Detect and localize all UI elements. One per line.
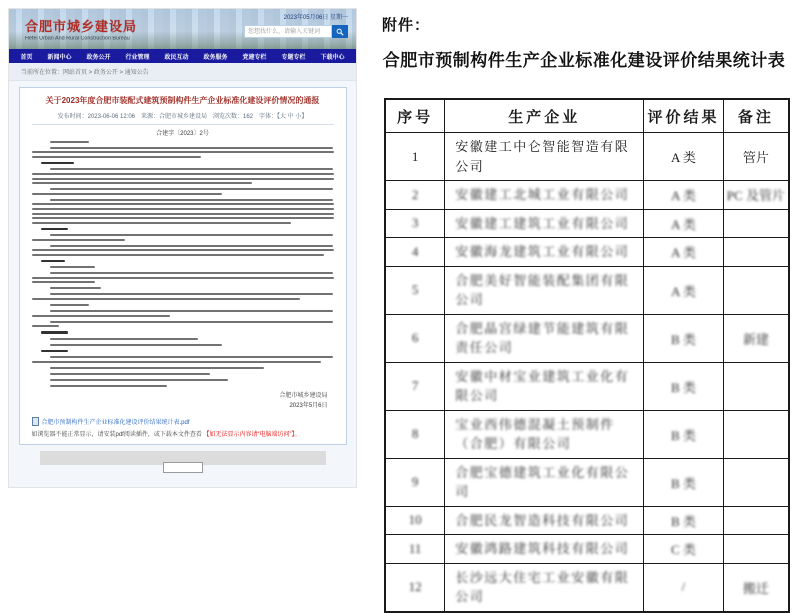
column-header-result: 评价结果 bbox=[644, 99, 724, 133]
body-paragraph bbox=[32, 338, 334, 340]
table-row bbox=[385, 238, 789, 267]
cell-no: 3 bbox=[411, 215, 419, 231]
body-paragraph bbox=[32, 228, 334, 230]
body-paragraph bbox=[32, 234, 334, 241]
site-search bbox=[244, 25, 348, 38]
document-number: 合建字〔2023〕2号 bbox=[156, 130, 209, 137]
breadcrumb-bar bbox=[9, 63, 356, 81]
table-row bbox=[385, 314, 789, 362]
cell-result: A 类 bbox=[670, 216, 696, 232]
cell-no: 4 bbox=[411, 243, 419, 259]
body-paragraph bbox=[32, 356, 334, 363]
table-row bbox=[385, 209, 789, 238]
table-row bbox=[385, 181, 789, 210]
cell-result: A 类 bbox=[670, 245, 696, 261]
cell-result: B 类 bbox=[670, 513, 696, 529]
cell-no: 5 bbox=[411, 282, 419, 297]
table-row bbox=[385, 362, 789, 410]
cell-no: 2 bbox=[411, 186, 419, 202]
nav-item-6[interactable]: 党建专栏 bbox=[242, 54, 267, 61]
body-paragraph bbox=[32, 245, 334, 256]
nav-item-4[interactable]: 政民互动 bbox=[164, 54, 189, 61]
cell-company: 合肥晶宫绿建节能建筑有限责任公司 bbox=[455, 320, 630, 355]
cell-company: 长沙远大住宅工业安徽有限公司 bbox=[455, 569, 630, 604]
search-button[interactable] bbox=[332, 25, 348, 38]
body-paragraph bbox=[32, 287, 334, 289]
cell-company: 安徽建工北城工业有限公司 bbox=[455, 187, 630, 202]
body-paragraph bbox=[32, 141, 334, 143]
cell-remark: 新建 bbox=[742, 331, 769, 347]
nav-item-5[interactable]: 政务服务 bbox=[203, 54, 228, 61]
cell-no: 12 bbox=[408, 579, 422, 594]
column-header-company: 生产企业 bbox=[445, 99, 644, 133]
cell-company: 宝业西伟德混凝土预制件（合肥）有限公司 bbox=[455, 416, 615, 451]
viewer-note-text: 如浏览器不能正常显示，请安装pdf阅读插件，或下载本文件查看 bbox=[31, 432, 202, 438]
cell-no: 1 bbox=[411, 148, 419, 164]
pdf-viewer-toolbar bbox=[40, 451, 326, 465]
cell-company: 安徽海龙建筑工业有限公司 bbox=[455, 244, 630, 259]
signature-date: 2023年5月6日 bbox=[289, 402, 328, 409]
body-paragraph bbox=[32, 293, 334, 300]
article-body-text bbox=[32, 141, 334, 387]
body-paragraph bbox=[32, 266, 334, 268]
attachment-label: 附件： bbox=[382, 18, 431, 34]
body-paragraph bbox=[32, 344, 334, 346]
pdf-file-icon bbox=[32, 417, 39, 426]
cell-result: B 类 bbox=[670, 427, 696, 443]
body-paragraph bbox=[32, 385, 334, 387]
eval-table-header bbox=[385, 99, 789, 133]
cell-result: B 类 bbox=[670, 331, 696, 347]
body-paragraph bbox=[32, 168, 334, 184]
cell-no: 10 bbox=[408, 512, 422, 528]
attachment-link-row bbox=[32, 417, 334, 426]
body-paragraph bbox=[32, 188, 334, 195]
table-row bbox=[385, 535, 789, 564]
cell-company: 安徽鸿路建筑科技有限公司 bbox=[455, 541, 630, 556]
cell-result: A 类 bbox=[670, 150, 696, 165]
site-logo bbox=[25, 16, 141, 42]
column-header-no: 序号 bbox=[385, 99, 445, 133]
cell-result: C 类 bbox=[670, 542, 696, 558]
search-icon bbox=[336, 24, 344, 39]
viewer-note bbox=[32, 429, 334, 438]
viewer-button[interactable] bbox=[163, 462, 203, 473]
cell-remark: PC 及管片 bbox=[726, 188, 785, 204]
table-row bbox=[385, 506, 789, 535]
body-paragraph bbox=[32, 147, 334, 158]
article-meta: 发布时间：2023-06-06 12:06 来源：合肥市城乡建设局 浏览次数：162 字体：【大 中 小】 bbox=[57, 113, 308, 120]
article-card bbox=[19, 87, 347, 445]
site-header-banner bbox=[9, 9, 356, 49]
search-input[interactable] bbox=[244, 25, 332, 38]
signature-block bbox=[32, 391, 328, 411]
body-paragraph bbox=[32, 350, 334, 352]
table-row bbox=[385, 266, 789, 314]
cell-company: 安徽中材宝业建筑工业化有限公司 bbox=[455, 368, 630, 403]
table-row bbox=[385, 133, 789, 181]
cell-no: 7 bbox=[411, 378, 419, 393]
cell-company: 安徽建工中仑智能智造有限公司 bbox=[455, 139, 630, 174]
cell-no: 8 bbox=[411, 426, 419, 441]
cell-no: 6 bbox=[411, 330, 419, 345]
attachment-document-pane bbox=[368, 0, 800, 604]
breadcrumb[interactable]: 当前所在位置：网站首页 > 政务公开 > 通知公告 bbox=[21, 70, 149, 76]
cell-company: 合肥宝德建筑工业化有限公司 bbox=[455, 464, 630, 499]
cell-company: 安徽建工建筑工业有限公司 bbox=[455, 215, 630, 231]
attachment-pdf-link[interactable]: 合肥市预制构件生产企业标准化建设评价结果统计表.pdf bbox=[41, 420, 190, 426]
body-paragraph bbox=[32, 260, 334, 262]
viewer-note-warning: 【如无法显示内容请“电脑端访问”】。 bbox=[203, 432, 301, 438]
table-row bbox=[385, 458, 789, 506]
cell-result: A 类 bbox=[670, 283, 696, 299]
body-paragraph bbox=[32, 331, 334, 333]
cell-result: B 类 bbox=[670, 379, 696, 395]
nav-item-3[interactable]: 行业管理 bbox=[125, 54, 150, 61]
body-paragraph bbox=[32, 379, 334, 381]
table-row bbox=[385, 563, 789, 612]
signature-org: 合肥市城乡建设局 bbox=[279, 392, 328, 399]
cell-remark: 搬迁 bbox=[742, 580, 769, 596]
nav-item-2[interactable]: 政务公开 bbox=[86, 54, 111, 61]
article-title: 关于2023年度合肥市装配式建筑预制构件生产企业标准化建设评价情况的通报 bbox=[45, 96, 320, 105]
nav-item-8[interactable]: 下载中心 bbox=[320, 54, 345, 61]
nav-item-1[interactable]: 新闻中心 bbox=[47, 54, 72, 61]
evaluation-results-table bbox=[384, 98, 790, 613]
body-paragraph bbox=[32, 310, 334, 317]
body-paragraph bbox=[32, 373, 334, 375]
body-paragraph bbox=[32, 162, 334, 164]
header-date: 2023年05月06日 星期一 bbox=[283, 15, 348, 21]
cell-company: 合肥民龙智造科技有限公司 bbox=[455, 512, 630, 528]
cell-no: 9 bbox=[411, 474, 419, 489]
cell-company: 合肥美好智能装配集团有限公司 bbox=[455, 272, 630, 307]
cell-no: 11 bbox=[408, 540, 422, 556]
attachment-table-title: 合肥市预制构件生产企业标准化建设评价结果统计表 bbox=[382, 51, 786, 70]
cell-result: B 类 bbox=[670, 475, 696, 491]
body-paragraph bbox=[32, 304, 334, 306]
nav-item-0[interactable]: 首页 bbox=[20, 54, 33, 61]
eval-table-body bbox=[385, 133, 789, 612]
cell-result: A 类 bbox=[670, 188, 696, 204]
body-paragraph bbox=[32, 199, 334, 224]
body-paragraph bbox=[32, 321, 334, 328]
site-logo-subtitle: Hefei Urban And Rural Construction Bureau bbox=[25, 36, 130, 42]
meta-divider bbox=[32, 124, 334, 125]
column-header-remark: 备注 bbox=[723, 99, 789, 133]
nav-item-7[interactable]: 专题专栏 bbox=[281, 54, 306, 61]
cell-result: / bbox=[681, 579, 686, 594]
site-logo-title: 合肥市城乡建设局 bbox=[25, 19, 138, 34]
cell-remark: 管片 bbox=[742, 150, 769, 165]
website-screenshot-pane bbox=[8, 8, 357, 488]
table-row bbox=[385, 410, 789, 458]
body-paragraph bbox=[32, 367, 334, 369]
main-nav bbox=[9, 49, 356, 63]
body-paragraph bbox=[32, 272, 334, 283]
